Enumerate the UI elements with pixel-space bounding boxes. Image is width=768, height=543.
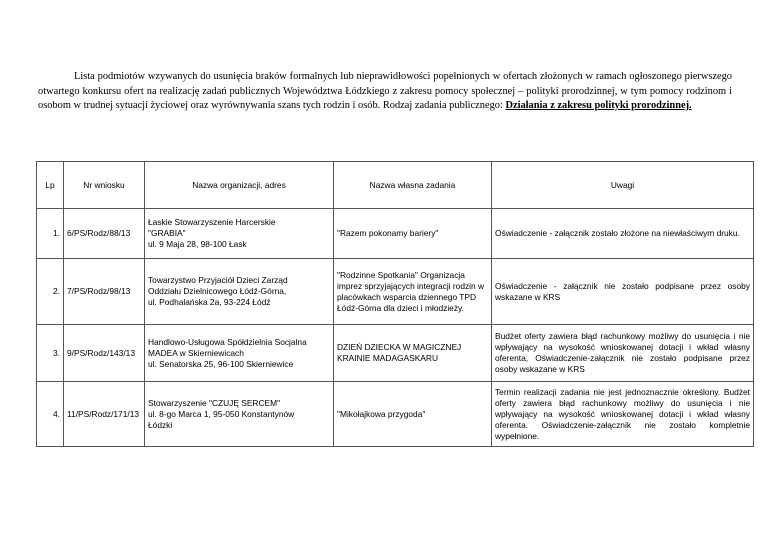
row-notes: Oświadczenie - załącznik zostało złożone na niewłaściwym druku.: [492, 209, 754, 259]
header-lp: Lp: [37, 162, 64, 209]
row-notes: Budżet oferty zawiera błąd rachunkowy możliwy do usunięcia i nie wpływający na wysokość wnioskowanej dotacji i wkład własny oferenta, Oświadczenie-załącznik nie zostało podpisane przez osoby wskazane w KRS: [492, 325, 754, 382]
row-organization: [145, 259, 334, 325]
row-notes: Oświadczenie - załącznik nie zostało podpisane przez osoby wskazane w KRS: [492, 259, 754, 325]
row-task-name: "Rodzinne Spotkania" Organizacja imprez sprzyjających integracji rodzin w placówkach wsparcia dziennego TPD Łódź-Górna dla dzieci i młodzieży.: [334, 259, 492, 325]
row-organization: [145, 209, 334, 259]
header-nr-wniosku: Nr wniosku: [64, 162, 145, 209]
org-name-line: Stowarzyszenie "CZUJĘ SERCEM": [148, 397, 281, 408]
org-name-line: Handlowo-Usługowa Spółdzielnia Socjalna: [148, 336, 307, 347]
header-notes: Uwagi: [492, 162, 754, 209]
entities-table: [36, 161, 754, 447]
org-name-line: Łaskie Stowarzyszenie Harcerskie: [148, 217, 276, 227]
table-row: [37, 382, 754, 447]
row-lp: 2.: [37, 259, 64, 325]
row-task-name: "Mikołajkowa przygoda": [334, 382, 492, 447]
row-lp: 3.: [37, 325, 64, 382]
org-address-line: ul. 8-go Marca 1, 95-050 Konstantynów: [148, 408, 295, 419]
table-row: [37, 209, 754, 259]
row-lp: 1.: [37, 209, 64, 259]
task-type-highlight: Działania z zakresu polityki prorodzinnej.: [505, 100, 692, 112]
row-organization: [145, 325, 334, 382]
intro-text: Lista podmiotów wzywanych do usunięcia braków formalnych lub nieprawidłowości popełnionych w ofertach złożonych w ramach ogłoszonego pierwszego otwartego konkursu ofert na realizację zadań publicznych Województwa Łódzkiego z zakresu pomocy społecznej – polityki prorodzinnej, w tym pomocy rodzinom i osobom w trudnej sytuacji życiowej oraz wyrównywania szans tych rodzin i osób. Rodzaj zadania publicznego: [38, 71, 732, 112]
header-task-name: Nazwa własna zadania: [334, 162, 492, 209]
table-header-row: [37, 162, 754, 209]
row-application-number: 6/PS/Rodz/88/13: [64, 209, 145, 259]
org-name-line: "GRABIA": [148, 228, 186, 238]
org-address-line: Łódzki: [148, 419, 173, 430]
row-task-name: DZIEŃ DZIECKA W MAGICZNEJ KRAINIE MADAGASKARU: [334, 325, 492, 382]
org-name-line: Oddziału Dzielnicowego Łódź-Górna,: [148, 286, 287, 296]
row-lp: 4.: [37, 382, 64, 447]
row-application-number: 11/PS/Rodz/171/13: [64, 382, 145, 447]
intro-paragraph: [38, 70, 732, 114]
intro-colon: :: [499, 100, 506, 112]
row-application-number: 7/PS/Rodz/98/13: [64, 259, 145, 325]
table-row: [37, 325, 754, 382]
table-row: [37, 259, 754, 325]
org-name-line: Towarzystwo Przyjaciół Dzieci Zarząd: [148, 275, 288, 285]
row-task-name: "Razem pokonamy bariery": [334, 209, 492, 259]
row-application-number: 9/PS/Rodz/143/13: [64, 325, 145, 382]
row-notes: Termin realizacji zadania nie jest jednoznacznie określony. Budżet oferty zawiera błąd rachunkowy możliwy do usunięcia i nie wpływający na wysokość wnioskowanej dotacji i wkład własny oferenta. Oświadczenie-załącznik nie zostało kompletnie wypełnione.: [492, 382, 754, 447]
org-address-line: ul. Podhalańska 2a, 93-224 Łódź: [148, 297, 271, 307]
org-address-line: ul. 9 Maja 28, 98-100 Łask: [148, 239, 247, 249]
org-name-line: MADEA w Skierniewicach: [148, 347, 244, 358]
org-address-line: ul. Senatorska 25, 96-100 Skierniewice: [148, 358, 294, 369]
header-organization: Nazwa organizacji, adres: [145, 162, 334, 209]
row-organization: [145, 382, 334, 447]
